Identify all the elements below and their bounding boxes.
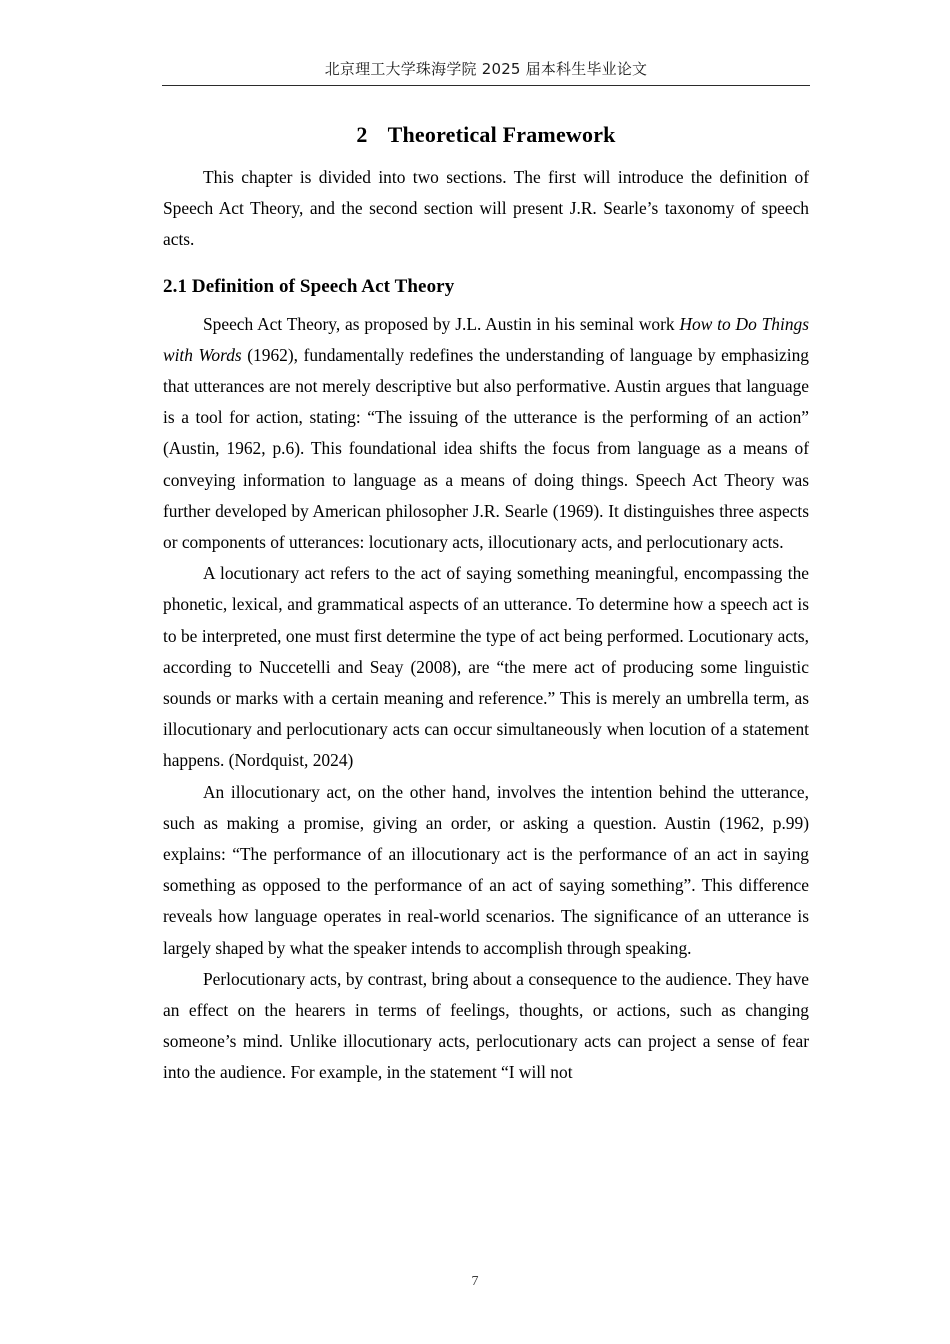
book-title-italic: How to Do Things with Words	[163, 313, 809, 365]
document-body	[163, 120, 809, 1089]
chapter-heading	[163, 120, 809, 150]
chapter-number: 2	[356, 122, 368, 147]
paragraph-illocutionary-act: An illocutionary act, on the other hand, involves the intention behind the utterance, such as making a promise, giving an order, or asking a question. Austin (1962, p.99) explains: “The performance of an illocutionary act is the performance of an act in saying something as opposed to the performance of an act of saying something”. This difference reveals how language operates in real-world scenarios. The significance of an utterance is largely shaped by what the speaker intends to accomplish through speaking.	[163, 781, 809, 958]
paragraph-1-trailing-text: (1962), fundamentally redefines the understanding of language by emphasizing that utterances are not merely descriptive but also performative. Austin argues that language is a tool for action, stating: “The issuing of the utterance is the performing of an action” (Austin, 1962, p.6). This foundational idea shifts the focus from language as a means of conveying information to language as a means of doing things. Speech Act Theory was further developed by American philosopher J.R. Searle (1969). It distinguishes three aspects or components of utterances: locutionary acts, illocutionary acts, and perlocutionary acts.	[163, 344, 809, 553]
running-header-text: 北京理工大学珠海学院 2025 届本科生毕业论文	[324, 60, 648, 78]
chapter-title-text: Theoretical Framework	[387, 122, 616, 147]
page-number: 7	[471, 1274, 479, 1289]
section-heading-2-1: 2.1 Definition of Speech Act Theory	[163, 275, 455, 297]
chapter-intro-paragraph: This chapter is divided into two sections. The first will introduce the definition of Speech Act Theory, and the second section will present J.R. Searle’s taxonomy of speech acts.	[163, 167, 809, 250]
page-footer	[0, 1272, 950, 1291]
running-header	[162, 58, 810, 86]
paragraph-locutionary-act: A locutionary act refers to the act of saying something meaningful, encompassing the phonetic, lexical, and grammatical aspects of an utterance. To determine how a speech act is to be interpreted, one must first determine the type of act being performed. Locutionary acts, according to Nuccetelli and Seay (2008), are “the mere act of producing some linguistic sounds or marks with a certain meaning and reference.” This is merely an umbrella term, as illocutionary and perlocutionary acts can occur simultaneously when locution of a statement happens. (Nordquist, 2024)	[163, 563, 809, 771]
paragraph-speech-act-theory	[163, 309, 809, 559]
paragraph-perlocutionary-act: Perlocutionary acts, by contrast, bring about a consequence to the audience. They have an effect on the hearers in terms of feelings, thoughts, or actions, such as changing someone’s mind. Unlike illocutionary acts, perlocutionary acts can project a sense of fear into the audience. For example, in the statement “I will not	[163, 968, 809, 1083]
header-divider-rule	[162, 85, 810, 86]
paragraph-1-lead-text: Speech Act Theory, as proposed by J.L. Austin in his seminal work	[203, 313, 680, 334]
